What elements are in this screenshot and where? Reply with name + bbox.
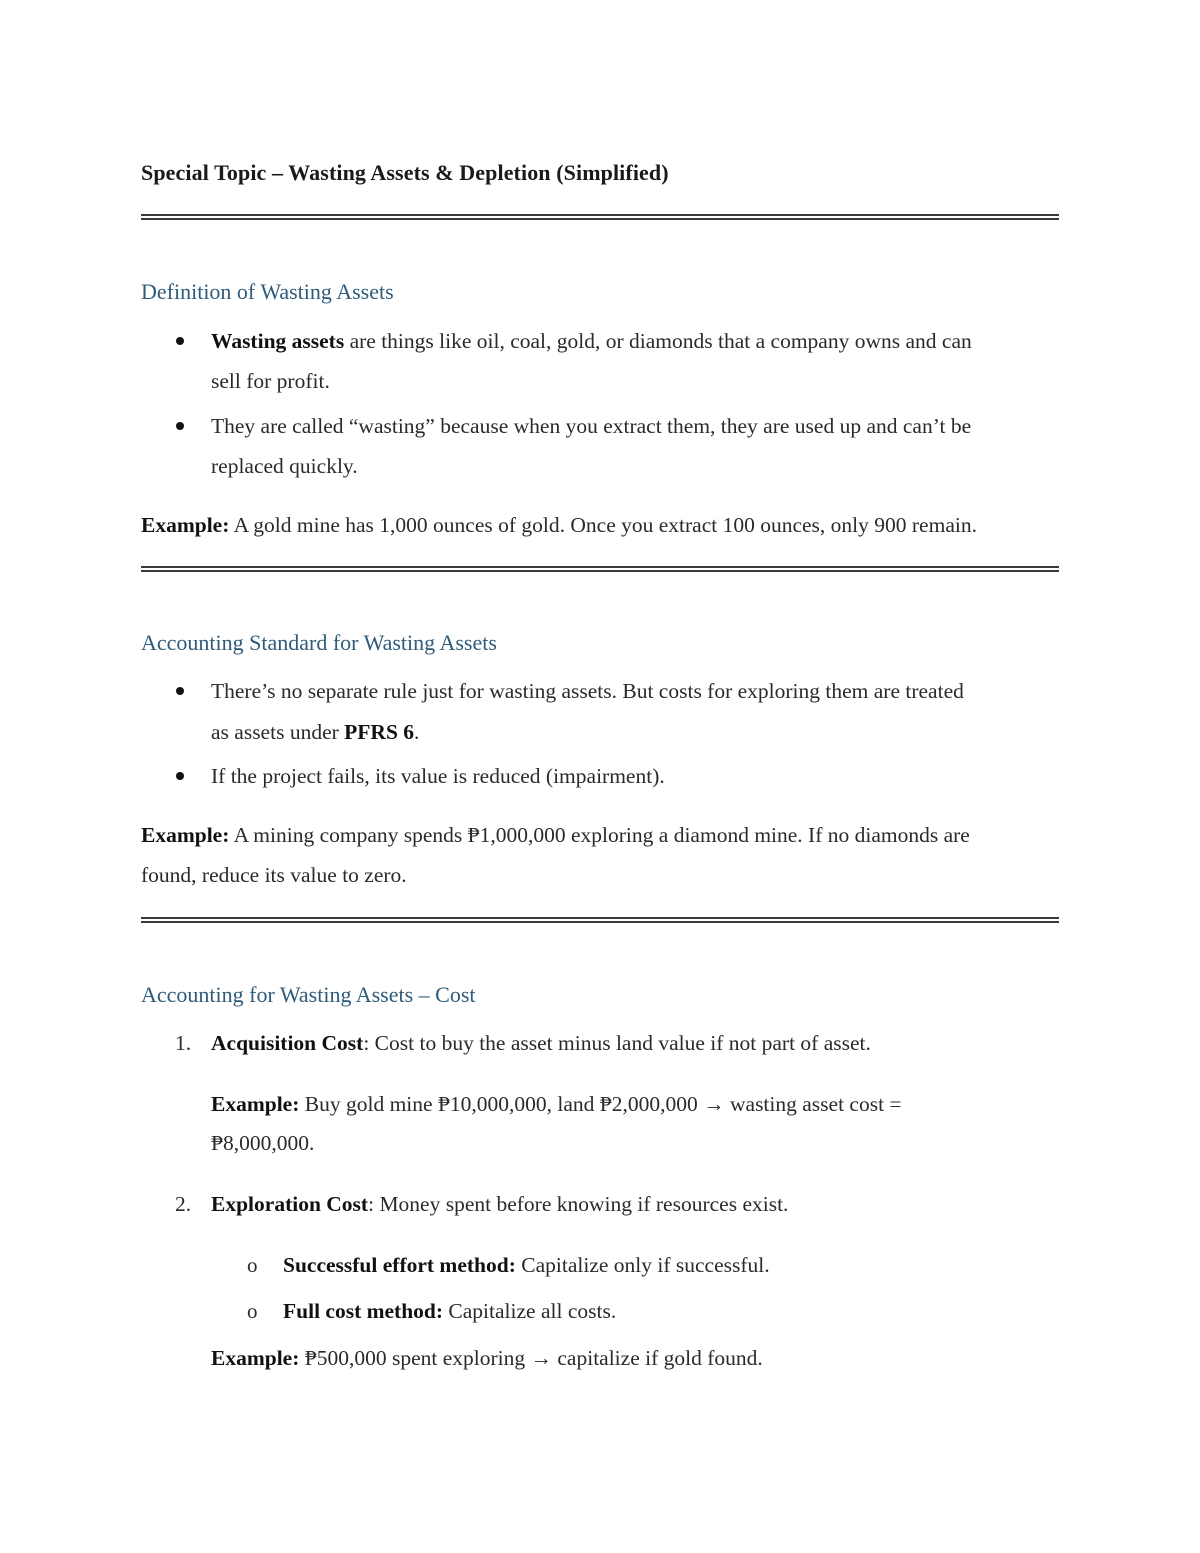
divider-rule [141,214,1059,220]
sub-item-text: Capitalize only if successful. [515,1253,770,1277]
bold-term: Exploration Cost [211,1192,369,1216]
page-title: Special Topic – Wasting Assets & Depletion (Simplified) [141,160,669,185]
list-item-text: : Cost to buy the asset minus land value if not part of asset. [363,1031,871,1055]
bold-term: PFRS 6 [344,720,415,744]
bullet-item-line1: They are called “wasting” because when you extract them, they are used up and can’t be [211,414,972,438]
bullet-icon [176,337,184,345]
bullet-item-line2: sell for profit. [211,369,330,393]
section-heading-cost: Accounting for Wasting Assets – Cost [141,982,476,1007]
example-text: ₱500,000 spent exploring → capitalize if gold found. [299,1346,763,1370]
list-number: 2. [175,1192,192,1216]
example-paragraph [141,505,977,545]
example-paragraph [141,815,970,855]
example-paragraph [211,1084,902,1124]
divider-rule [141,566,1059,572]
example-text: Buy gold mine ₱10,000,000, land ₱2,000,000 → wasting asset cost = [299,1092,902,1116]
sub-list-item [283,1245,770,1285]
sub-bullet-marker: o [247,1299,258,1323]
example-text: A gold mine has 1,000 ounces of gold. Once you extract 100 ounces, only 900 remain. [229,513,977,537]
bullet-item-line1: If the project fails, its value is reduced (impairment). [211,764,665,788]
bullet-text: . [414,720,420,744]
bullet-item-line1: There’s no separate rule just for wasting assets. But costs for exploring them are treated [211,679,964,703]
example-label: Example: [211,1346,300,1370]
sub-bullet-marker: o [247,1253,258,1277]
example-line2: found, reduce its value to zero. [141,863,407,887]
sub-list-item [283,1291,616,1331]
list-item [211,1023,871,1063]
example-label: Example: [141,823,230,847]
bullet-icon [176,687,184,695]
bold-term: Full cost method: [283,1299,444,1323]
bullet-icon [176,422,184,430]
example-line2: ₱8,000,000. [211,1131,315,1155]
bullet-text: are things like oil, coal, gold, or diamonds that a company owns and can [344,329,972,353]
bold-term: Wasting assets [211,329,345,353]
list-number: 1. [175,1031,192,1055]
bold-term: Successful effort method: [283,1253,516,1277]
example-label: Example: [141,513,230,537]
section-heading-definition: Definition of Wasting Assets [141,279,394,304]
example-label: Example: [211,1092,300,1116]
bullet-item-line2: replaced quickly. [211,454,358,478]
section-heading-standard: Accounting Standard for Wasting Assets [141,630,497,655]
example-text: A mining company spends ₱1,000,000 exploring a diamond mine. If no diamonds are [229,823,970,847]
sub-item-text: Capitalize all costs. [443,1299,617,1323]
bullet-item-line1 [211,321,972,361]
bullet-icon [176,772,184,780]
list-item-text: : Money spent before knowing if resources exist. [368,1192,789,1216]
example-paragraph [211,1338,763,1378]
divider-rule [141,917,1059,923]
bullet-text: as assets under [211,720,345,744]
bold-term: Acquisition Cost [211,1031,364,1055]
bullet-item-line2 [211,712,419,752]
list-item [211,1184,788,1224]
